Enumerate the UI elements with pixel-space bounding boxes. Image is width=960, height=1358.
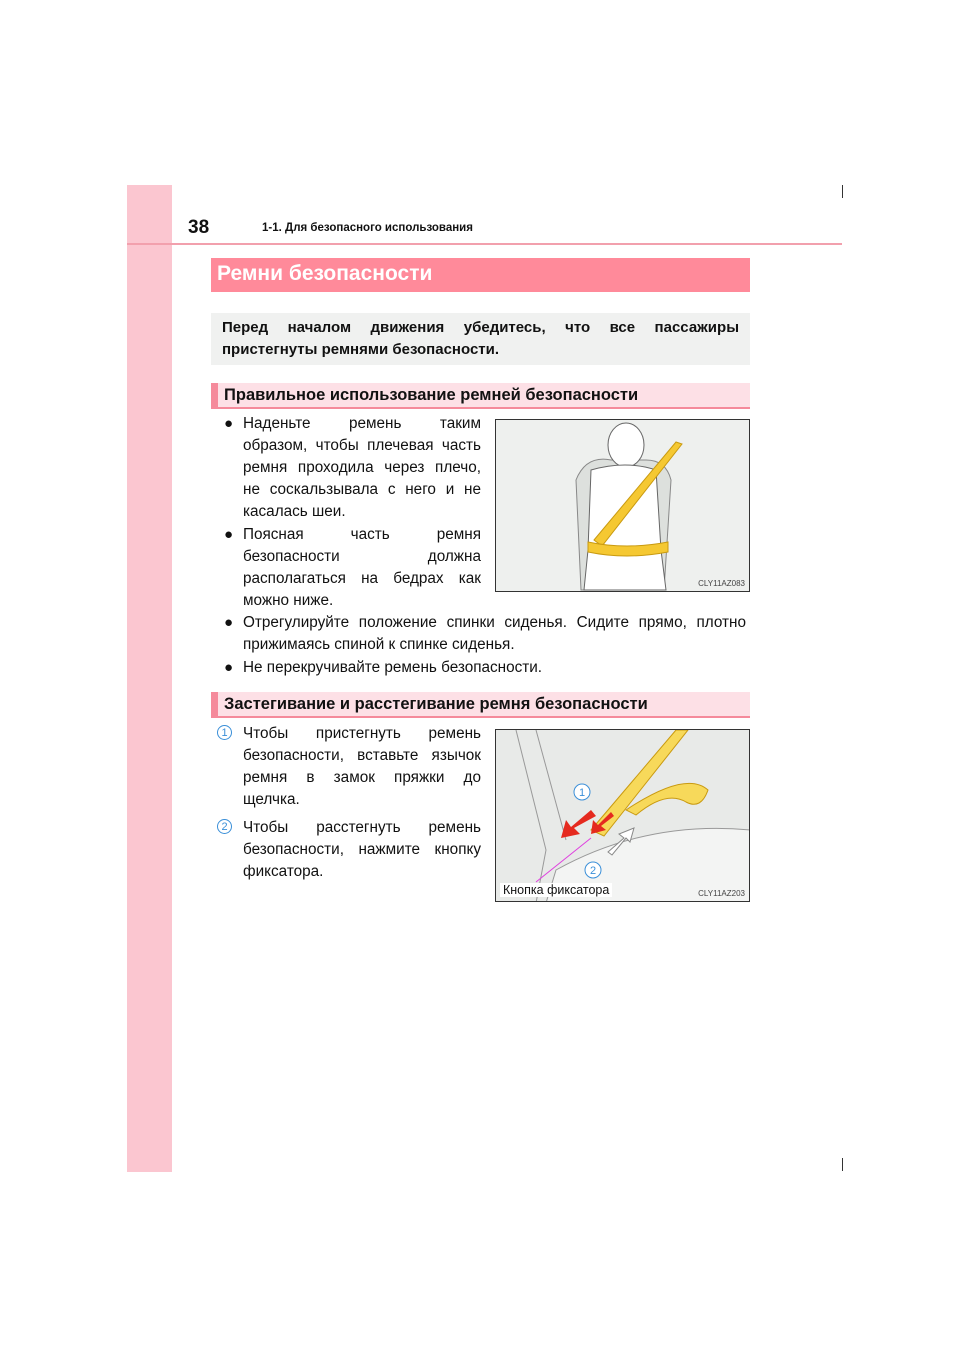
bullet-icon: ●: [224, 614, 234, 631]
step-text: Чтобы расстегнуть ремень безопасности, нажмите кнопку фиксатора.: [243, 819, 481, 880]
list-item: [211, 612, 746, 656]
bullet-icon: ●: [224, 526, 234, 543]
fastening-steps: [211, 723, 481, 884]
seated-person-illustration: [496, 420, 750, 592]
page-number: 38: [188, 217, 210, 238]
section-heading-usage: Правильное использование ремней безопасности: [211, 383, 750, 409]
step-item: [211, 817, 481, 883]
callout-2: 2: [589, 865, 597, 877]
buckle-illustration: [496, 730, 750, 902]
figure-code: CLY11AZ083: [698, 579, 745, 588]
crop-mark: [842, 1158, 843, 1171]
figure-seated-person: [495, 419, 750, 592]
figure-code: CLY11AZ203: [698, 889, 745, 898]
callout-1: 1: [578, 787, 586, 799]
side-tab-band: [127, 185, 172, 1172]
step-number-icon: 2: [217, 819, 232, 834]
list-item: [211, 413, 481, 523]
figure-buckle: [495, 729, 750, 902]
step-item: [211, 723, 481, 811]
bullet-text: Не перекручивайте ремень безопасности.: [243, 659, 543, 676]
usage-bullets: [211, 413, 481, 613]
bullet-text: Отрегулируйте положение спинки сиденья. Сидите прямо, плотно прижимаясь спиной к спинке сиденья.: [243, 614, 746, 653]
page-title: Ремни безопасности: [211, 258, 750, 292]
bullet-text: Поясная часть ремня безопасности должна располагаться на бедрах как можно ниже.: [243, 526, 481, 609]
header-divider: [127, 243, 842, 245]
usage-bullets-full: [211, 612, 746, 680]
chapter-title: 1-1. Для безопасного использования: [262, 222, 473, 234]
list-item: [211, 657, 746, 679]
section-heading-fastening: Застегивание и расстегивание ремня безопасности: [211, 692, 750, 718]
intro-box: Перед началом движения убедитесь, что все пассажиры пристегнуты ремнями безопасности.: [211, 313, 750, 365]
bullet-icon: ●: [224, 659, 234, 676]
list-item: [211, 524, 481, 612]
step-text: Чтобы пристегнуть ремень безопасности, вставьте язычок ремня в замок пряжки до щелчка.: [243, 725, 481, 808]
figure-label: Кнопка фиксатора: [500, 883, 612, 897]
crop-mark: [842, 185, 843, 198]
step-number-icon: 1: [217, 725, 232, 740]
bullet-text: Наденьте ремень таким образом, чтобы плечевая часть ремня проходила через плечо, не соскальзывала с него и не касалась шеи.: [243, 415, 481, 520]
bullet-icon: ●: [224, 415, 234, 432]
